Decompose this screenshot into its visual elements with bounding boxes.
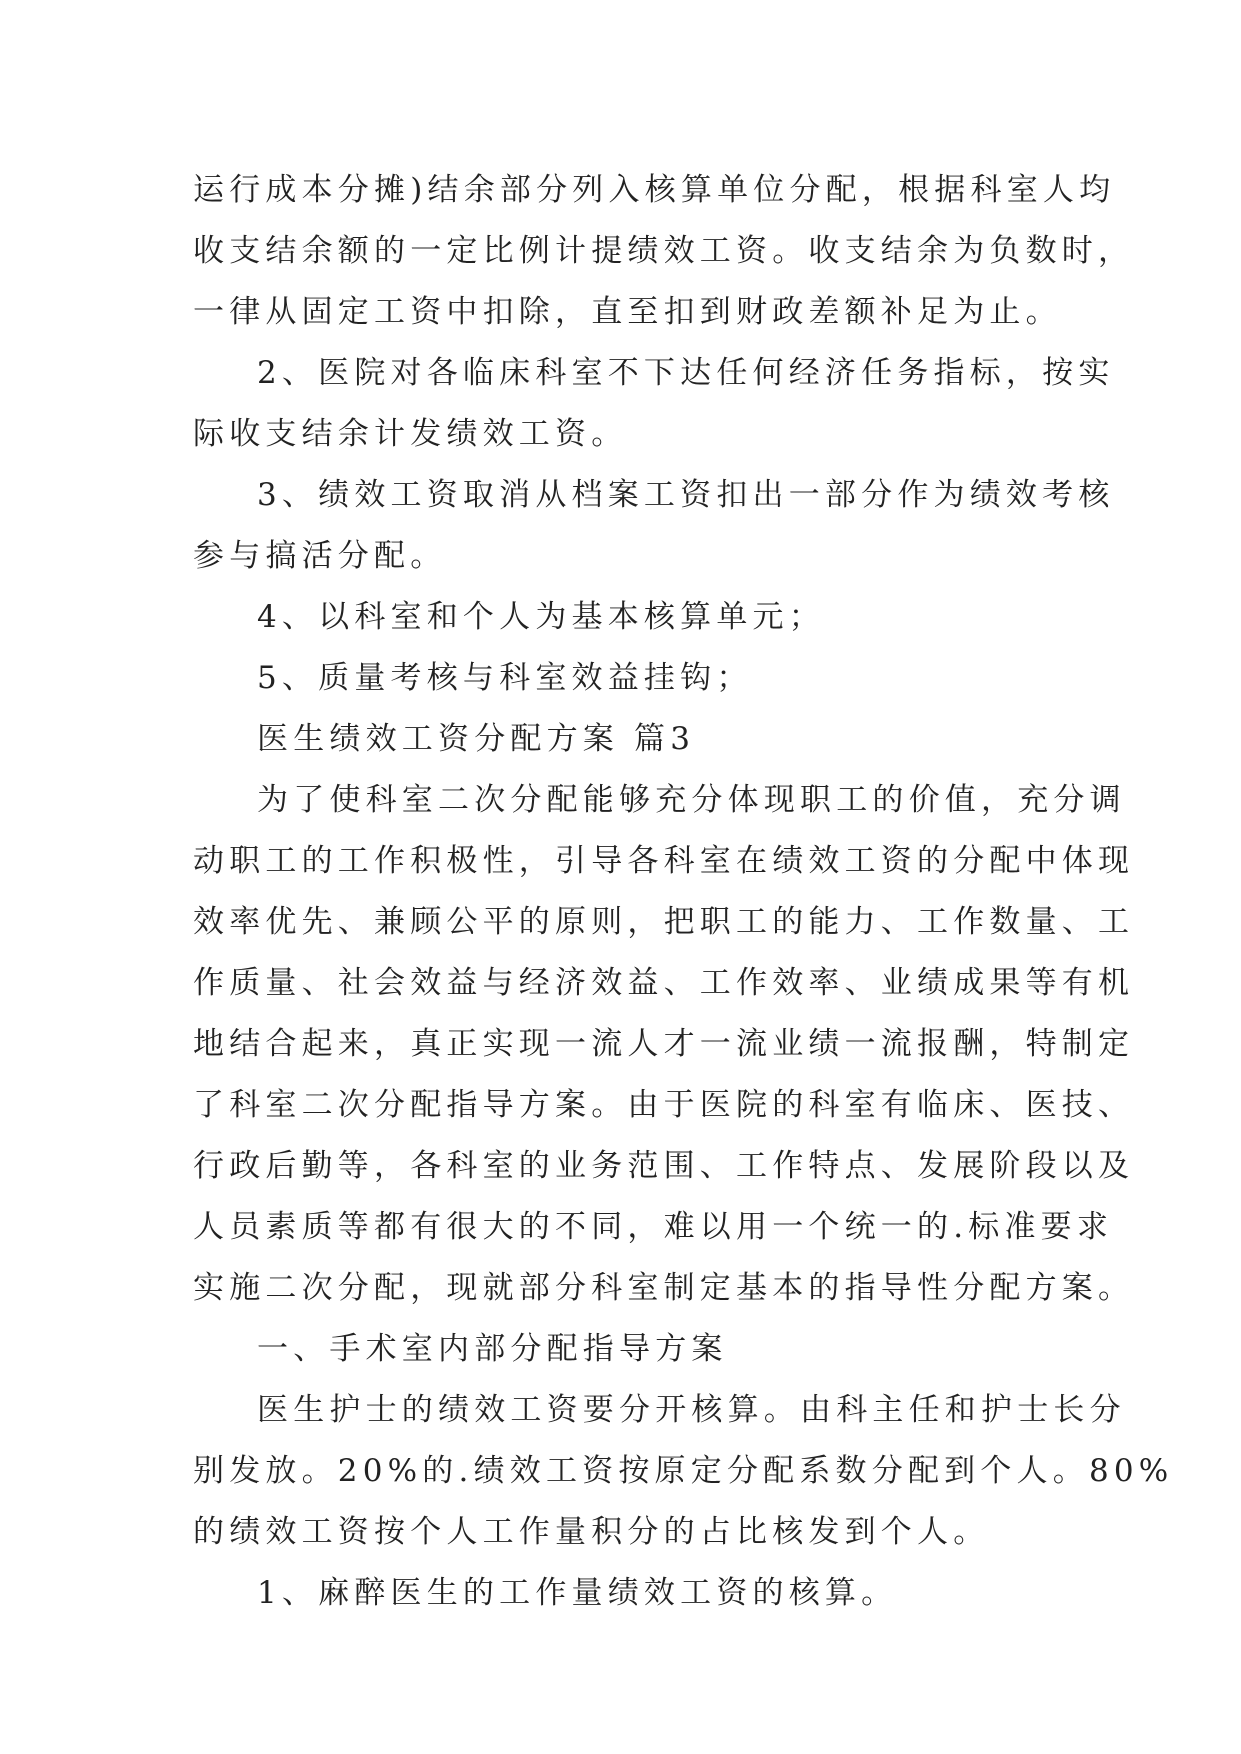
paragraph (193, 770, 1135, 1319)
text-line: 运行成本分摊)结余部分列入核算单位分配，根据科室人均 (193, 172, 1116, 208)
text-line: 3、绩效工资取消从档案工资扣出一部分作为绩效考核 (257, 477, 1115, 513)
text-line: 了科室二次分配指导方案。由于医院的科室有临床、医技、 (193, 1087, 1135, 1123)
subsection-heading-text: 一、手术室内部分配指导方案 (257, 1331, 728, 1367)
paragraph (193, 587, 1083, 648)
text-line: 为了使科室二次分配能够充分体现职工的价值，充分调 (257, 782, 1126, 818)
text-line: 人员素质等都有很大的不同，难以用一个统一的.标准要求 (193, 1209, 1114, 1245)
section-heading-text: 医生绩效工资分配方案 篇3 (257, 721, 696, 757)
paragraph (193, 465, 1115, 587)
text-line: 际收支结余计发绩效工资。 (193, 416, 628, 452)
text-line: 效率优先、兼顾公平的原则，把职工的能力、工作数量、工 (193, 904, 1135, 940)
text-line: 医生护士的绩效工资要分开核算。由科主任和护士长分 (257, 1392, 1126, 1428)
text-line: 1、麻醉医生的工作量绩效工资的核算。 (257, 1575, 898, 1611)
text-line: 地结合起来，真正实现一流人才一流业绩一流报酬，特制定 (193, 1026, 1135, 1062)
paragraph (193, 160, 1135, 343)
document-body (193, 160, 1174, 1624)
text-line: 5、质量考核与科室效益挂钩； (257, 660, 753, 696)
text-line: 别发放。20%的.绩效工资按原定分配系数分配到个人。80% (193, 1453, 1174, 1489)
text-line: 动职工的工作积极性，引导各科室在绩效工资的分配中体现 (193, 843, 1135, 879)
paragraph (193, 343, 1115, 465)
paragraph (193, 1563, 1083, 1624)
text-line: 一律从固定工资中扣除，直至扣到财政差额补足为止。 (193, 294, 1062, 330)
paragraph (193, 1380, 1174, 1563)
text-line: 作质量、社会效益与经济效益、工作效率、业绩成果等有机 (193, 965, 1135, 1001)
text-line: 实施二次分配，现就部分科室制定基本的指导性分配方案。 (193, 1270, 1135, 1306)
text-line: 4、以科室和个人为基本核算单元； (257, 599, 825, 635)
text-line: 2、医院对各临床科室不下达任何经济任务指标，按实 (257, 355, 1115, 391)
text-line: 行政后勤等，各科室的业务范围、工作特点、发展阶段以及 (193, 1148, 1135, 1184)
section-heading (193, 709, 1083, 770)
subsection-heading (193, 1319, 1083, 1380)
text-line: 收支结余额的一定比例计提绩效工资。收支结余为负数时， (193, 233, 1135, 269)
text-line: 的绩效工资按个人工作量积分的占比核发到个人。 (193, 1514, 990, 1550)
paragraph (193, 648, 1083, 709)
text-line: 参与搞活分配。 (193, 538, 447, 574)
